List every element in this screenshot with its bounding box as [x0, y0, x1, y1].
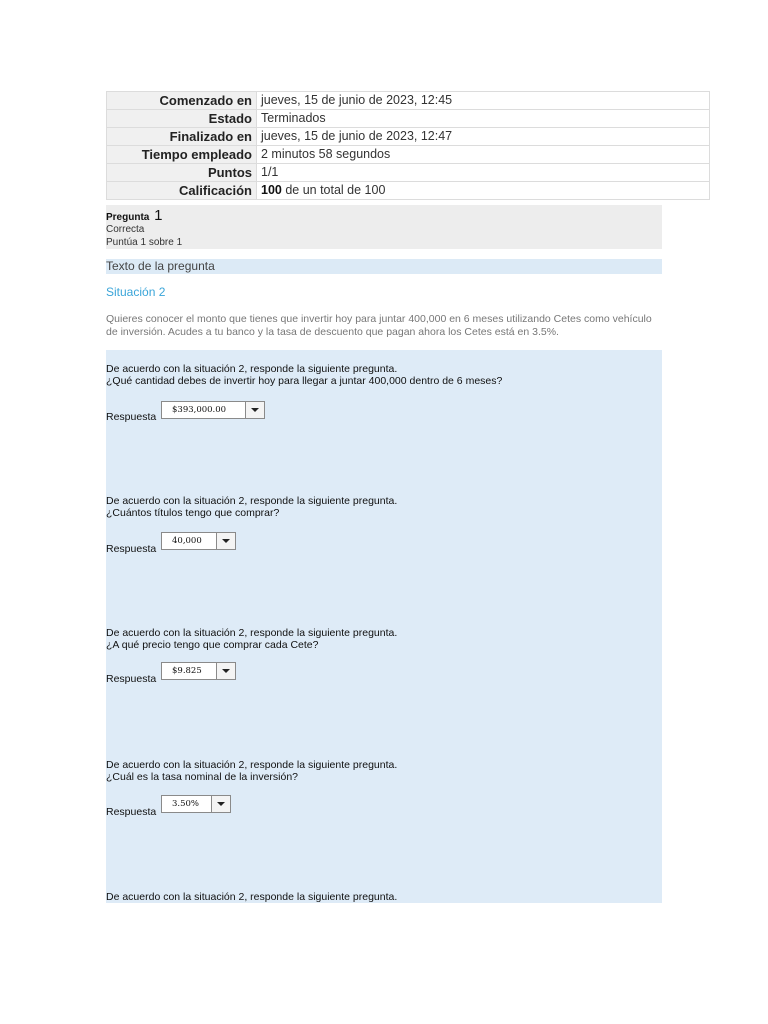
- question-status: Correcta: [106, 224, 145, 235]
- subquestion-4: [106, 759, 397, 783]
- summary-value: Terminados: [257, 110, 710, 128]
- response-label: Respuesta: [106, 411, 157, 423]
- summary-row-points: [107, 164, 710, 182]
- question-num: 1: [154, 207, 163, 224]
- chevron-down-icon: [222, 539, 230, 543]
- chevron-down-icon: [217, 802, 225, 806]
- question-info-box: [106, 205, 662, 249]
- chevron-down-icon: [251, 408, 259, 412]
- response-label: Respuesta: [106, 673, 157, 685]
- question-text-header: Texto de la pregunta: [106, 259, 662, 274]
- subquestion-text: ¿Qué cantidad debes de invertir hoy para llegar a juntar 400,000 dentro de 6 meses?: [106, 375, 503, 387]
- summary-value: [257, 182, 710, 200]
- situation-description: Quieres conocer el monto que tienes que invertir hoy para juntar 400,000 en 6 meses utilizando Cetes como vehículo de inversión. Acudes a tu banco y la tasa de descuento que pagan ahora los Cetes está en 3.5%.: [106, 313, 652, 338]
- question-label: Pregunta: [106, 212, 150, 223]
- subquestion-5: [106, 891, 397, 903]
- subquestion-3: [106, 627, 397, 651]
- subquestion-2: [106, 495, 397, 519]
- subquestion-intro: De acuerdo con la situación 2, responde la siguiente pregunta.: [106, 759, 398, 771]
- subquestion-intro: De acuerdo con la situación 2, responde la siguiente pregunta.: [106, 495, 398, 507]
- subquestion-intro: De acuerdo con la situación 2, responde la siguiente pregunta.: [106, 363, 398, 375]
- subquestion-intro: De acuerdo con la situación 2, responde la siguiente pregunta.: [106, 627, 398, 639]
- response-label: Respuesta: [106, 806, 157, 818]
- summary-value: 1/1: [257, 164, 710, 182]
- attempt-summary-table: [106, 91, 710, 200]
- summary-label: Tiempo empleado: [107, 146, 257, 164]
- dropdown-button[interactable]: [211, 796, 230, 812]
- grade-rest: de un total de 100: [281, 183, 386, 197]
- summary-label: Finalizado en: [107, 128, 257, 146]
- summary-value: 2 minutos 58 segundos: [257, 146, 710, 164]
- chevron-down-icon: [222, 669, 230, 673]
- grade-value: 100: [261, 183, 282, 197]
- answer-select-2[interactable]: [161, 532, 236, 550]
- subquestion-text: ¿Cuál es la tasa nominal de la inversión?: [106, 771, 299, 783]
- subquestion-1: [106, 363, 502, 387]
- summary-value: jueves, 15 de junio de 2023, 12:47: [257, 128, 710, 146]
- dropdown-button[interactable]: [245, 402, 264, 418]
- summary-label: Puntos: [107, 164, 257, 182]
- selected-answer: $393,000.00: [172, 405, 227, 415]
- summary-row-started: [107, 92, 710, 110]
- summary-row-time: [107, 146, 710, 164]
- summary-label: Calificación: [107, 182, 257, 200]
- summary-value: jueves, 15 de junio de 2023, 12:45: [257, 92, 710, 110]
- subquestion-text: ¿A qué precio tengo que comprar cada Cete?: [106, 639, 319, 651]
- subquestion-intro: De acuerdo con la situación 2, responde la siguiente pregunta.: [106, 891, 398, 903]
- answer-select-1[interactable]: [161, 401, 265, 419]
- response-label: Respuesta: [106, 543, 157, 555]
- dropdown-button[interactable]: [216, 533, 235, 549]
- answer-select-3[interactable]: [161, 662, 236, 680]
- dropdown-button[interactable]: [216, 663, 235, 679]
- question-points: Puntúa 1 sobre 1: [106, 237, 183, 248]
- situation-title: Situación 2: [106, 285, 166, 299]
- summary-label: Comenzado en: [107, 92, 257, 110]
- selected-answer: 40,000: [172, 536, 202, 546]
- question-number: [106, 207, 162, 224]
- summary-row-finished: [107, 128, 710, 146]
- subquestion-text: ¿Cuántos títulos tengo que comprar?: [106, 507, 280, 519]
- summary-label: Estado: [107, 110, 257, 128]
- summary-row-grade: [107, 182, 710, 200]
- selected-answer: 3.50%: [172, 799, 200, 809]
- answer-select-4[interactable]: [161, 795, 231, 813]
- summary-row-state: [107, 110, 710, 128]
- selected-answer: $9.825: [172, 666, 202, 676]
